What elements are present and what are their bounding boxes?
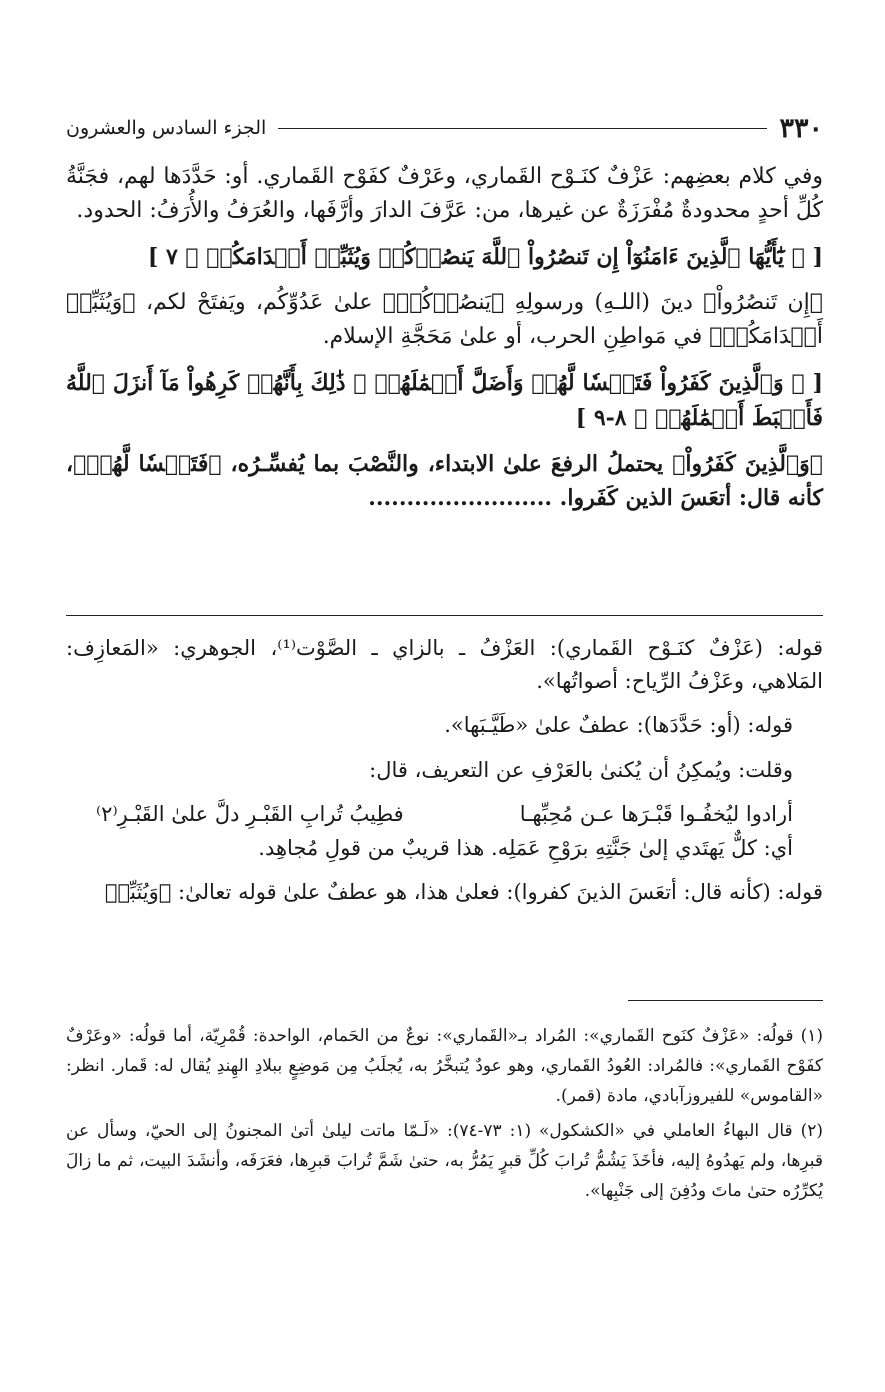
commentary-4: أي: كلٌّ يَهتَدي إلىٰ جَنَّتِهِ برَوْحِ عَمَلِه. هذا قريبٌ من قولِ مُجاهِد. <box>258 835 793 860</box>
part-title: الجزء السادس والعشرون <box>66 117 267 139</box>
verse-8-9: [ ﴿ وَٱلَّذِينَ كَفَرُواْ فَتَعۡسٗا لَّهُمۡ وَأَضَلَّ أَعۡمَٰلَهُمۡ ۞ ذَٰلِكَ بِأَنَّهُمۡ كَرِهُواْ مَآ أَنزَلَ ٱللَّهُ فَأَحۡبَطَ أَعۡمَٰلَهُمۡ ﴾ ٨-٩ ] <box>66 370 823 431</box>
header-rule <box>278 128 767 129</box>
main-text <box>66 160 823 515</box>
page-number: ٣٣٠ <box>779 112 823 144</box>
commentary-3: وقلت: ويُمكِنُ أن يُكنىٰ بالعَرْفِ عن التعريف، قال: <box>369 757 793 782</box>
commentary-5: قوله: (كأنه قال: أتعَسَ الذينَ كفروا): فعلىٰ هذا، هو عطفٌ علىٰ قوله تعالىٰ: ﴿وَيُثَبِّتۡ <box>104 880 823 905</box>
commentary <box>66 632 823 909</box>
footnotes <box>66 1022 823 1207</box>
commentary-1: قوله: (عَزْفٌ كنَـوْح القَماري): العَزْفُ ـ بالزاي ـ الصَّوْت⁽¹⁾، الجوهري: «المَعازِف: المَلاهي، وعَزْفُ الرِّياح: أصواتُها». <box>66 636 823 693</box>
footnote-separator <box>628 1000 823 1001</box>
poem-second-hemistich: فطِيبُ تُرابِ القَبْـرِ دلَّ علىٰ القَبْـرِ⁽٢⁾ <box>96 802 404 827</box>
verse-7: [ ﴿ يَٰٓأَيُّهَا ٱلَّذِينَ ءَامَنُوٓاْ إِن تَنصُرُواْ ٱللَّهَ يَنصُرۡكُمۡ وَيُثَبِّتۡ أَقۡدَامَكُمۡ ﴾ ٧ ] <box>147 244 823 271</box>
page-header <box>66 108 823 148</box>
poem-first-hemistich: أرادوا ليُخفُـوا قَبْـرَها عـن مُحِبِّهـا <box>519 802 793 827</box>
paragraph-2: ﴿إِن تَنصُرُواْ﴾ دينَ (اللـهِ) ورسولِهِ ﴿يَنصُرۡكُمۡ﴾ علىٰ عَدُوِّكُم، ويَفتَحْ لكم، ﴿وَيُثَبِّتۡ أَقۡدَامَكُمۡ﴾ في مَواطِنِ الحرب، أو علىٰ مَحَجَّةِ الإسلام. <box>66 290 823 350</box>
commentary-2: قوله: (أو: حَدَّدَها): عطفٌ علىٰ «طَيَّـبَها». <box>444 713 793 738</box>
main-separator <box>66 615 823 616</box>
footnote-2: (٢) قال البهاءُ العاملي في «الكشكول» (١: ٧٣-٧٤): «لَـمّا ماتت ليلىٰ أتىٰ المجنونُ إلى الحيّ، وسأل عن قبرِها، ولم يَهدُوهُ إليه، فأخَذَ يَشُمُّ تُرابَ كُلِّ قبرٍ يَمُرُّ به، حتىٰ شَمَّ تُرابَ قبرِها، فعَرَفَه، وأنشَدَ البيت، ثم ما زالَ يُكرِّرُه حتىٰ ماتَ ودُفِنَ إلى جَنْبِها». <box>66 1121 823 1201</box>
footnote-1: (١) قولُه: «عَزْفٌ كنَوح القَماري»: المُراد بـ«القَماري»: نوعٌ من الحَمام، الواحدة: قُمْرِيّة، أما قولُه: «وعَرْفٌ كفَوْح القَماري»: فالمُراد: العُودُ القَماري، وهو عودٌ يُتبخَّرُ به، يُجلَبُ مِن مَوضِعٍ ببلادِ الهِندِ يُقال له: قَمار. انظر: «القاموس» للفيروزآبادي، مادة (قمر). <box>66 1026 823 1106</box>
paragraph-1: وفي كلام بعضِهم: عَزْفٌ كنَـوْح القَماري، وعَرْفٌ كفَوْح القَماري. أو: حَدَّدَها لهم، فجَنَّةُ كُلِّ أحدٍ محدودةٌ مُفْرَزَةٌ عن غيرها، من: عَرَّفَ الدارَ وأرَّفَها، والعُرَفُ والأُرَفُ: الحدود. <box>66 164 823 224</box>
paragraph-3: ﴿وَٱلَّذِينَ كَفَرُواْ﴾ يحتملُ الرفعَ علىٰ الابتداء، والنَّصْبَ بما يُفسِّـرُه، ﴿فَتَعۡسٗا لَّهُمۡ﴾، كأنه قال: أتعَسَ الذين كَفَروا. ........................ <box>66 450 823 511</box>
poem-verse <box>66 798 823 832</box>
